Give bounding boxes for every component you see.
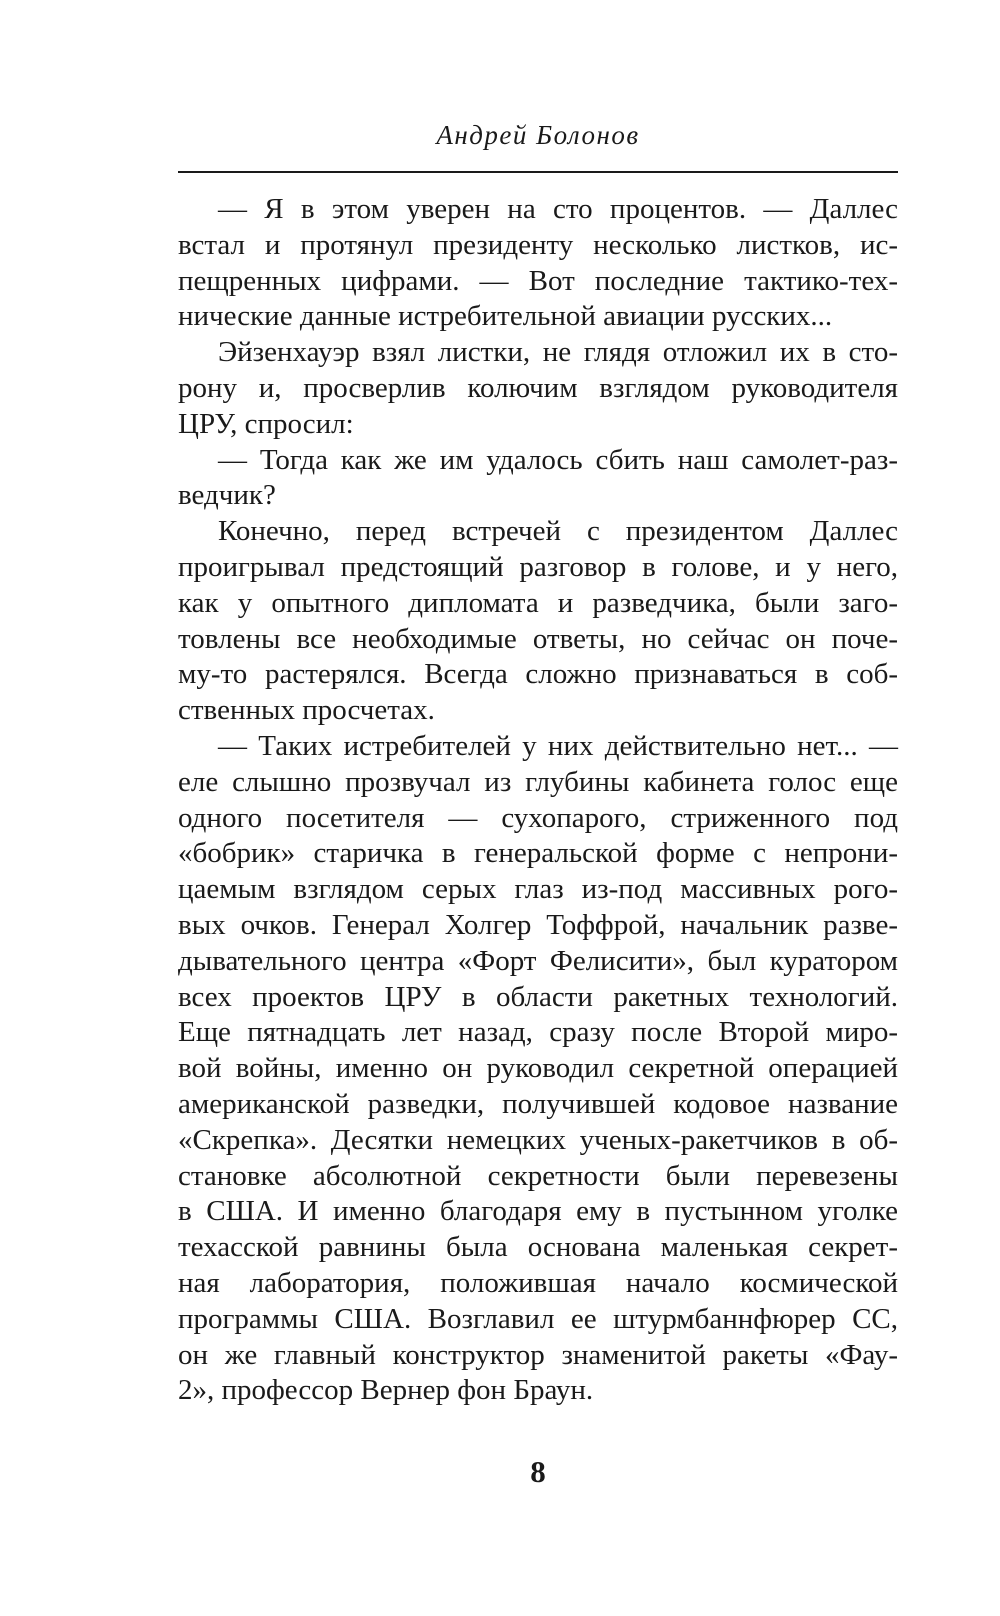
text-line: программы США. Возглавил ее штурмбаннфюрер СС, xyxy=(178,1302,898,1335)
text-line: дывательного центра «Форт Фелисити», был куратором xyxy=(178,944,898,977)
text-line: цаемым взглядом серых глаз из-под массивных рого- xyxy=(178,873,898,906)
text-line: товлены все необходимые ответы, но сейчас он поче- xyxy=(178,622,898,655)
text-line: Еще пятнадцать лет назад, сразу после Второй миро- xyxy=(178,1016,898,1049)
text-line: ведчик? xyxy=(178,479,276,512)
text-line: встал и протянул президенту несколько листков, ис- xyxy=(178,228,898,261)
text-line: проигрывал предстоящий разговор в голове, и у него, xyxy=(178,550,898,583)
text-line: одного посетителя — сухопарого, стриженного под xyxy=(178,801,898,834)
text-line: 2», профессор Вернер фон Браун. xyxy=(178,1374,594,1407)
text-line: — Таких истребителей у них действительно нет... — xyxy=(218,729,898,762)
text-line: — Тогда как же им удалось сбить наш самолет-раз- xyxy=(218,443,898,476)
text-line: — Я в этом уверен на сто процентов. — Даллес xyxy=(218,193,898,225)
running-header: Андрей Болонов xyxy=(436,120,640,150)
text-line: вых очков. Генерал Холгер Тоффрой, начальник разве- xyxy=(178,908,898,941)
header-rule xyxy=(178,171,898,173)
text-line: он же главный конструктор знаменитой ракеты «Фау- xyxy=(178,1338,898,1371)
text-line: в США. И именно благодаря ему в пустынном уголке xyxy=(178,1195,898,1228)
text-line: пещренных цифрами. — Вот последние тактико-тех- xyxy=(178,264,898,297)
text-line: американской разведки, получившей кодовое название xyxy=(178,1087,898,1120)
text-line: Конечно, перед встречей с президентом Даллес xyxy=(218,515,898,548)
text-line: вой войны, именно он руководил секретной операцией xyxy=(178,1052,898,1085)
text-line: ная лаборатория, положившая начало космической xyxy=(178,1266,898,1299)
text-line: еле слышно прозвучал из глубины кабинета голос еще xyxy=(178,765,898,798)
text-line: техасской равнины была основана маленькая секрет- xyxy=(178,1231,898,1264)
text-line: как у опытного дипломата и разведчика, были заго- xyxy=(178,586,898,619)
text-line: му-то растерялся. Всегда сложно признаваться в соб- xyxy=(178,658,898,691)
body-text xyxy=(178,192,898,1409)
text-line: нические данные истребительной авиации русских... xyxy=(178,300,833,333)
page-number: 8 xyxy=(530,1454,546,1489)
text-line: ЦРУ, спросил: xyxy=(178,407,354,440)
text-line: рону и, просверлив колючим взглядом руководителя xyxy=(178,371,898,404)
text-line: ственных просчетах. xyxy=(178,694,435,727)
text-line: всех проектов ЦРУ в области ракетных технологий. xyxy=(178,980,898,1013)
text-line: «бобрик» старичка в генеральской форме с непрони- xyxy=(178,837,898,870)
text-line: «Скрепка». Десятки немецких ученых-ракетчиков в об- xyxy=(178,1123,898,1156)
text-line: становке абсолютной секретности были перевезены xyxy=(178,1159,898,1192)
text-line: Эйзенхауэр взял листки, не глядя отложил их в сто- xyxy=(218,336,898,369)
